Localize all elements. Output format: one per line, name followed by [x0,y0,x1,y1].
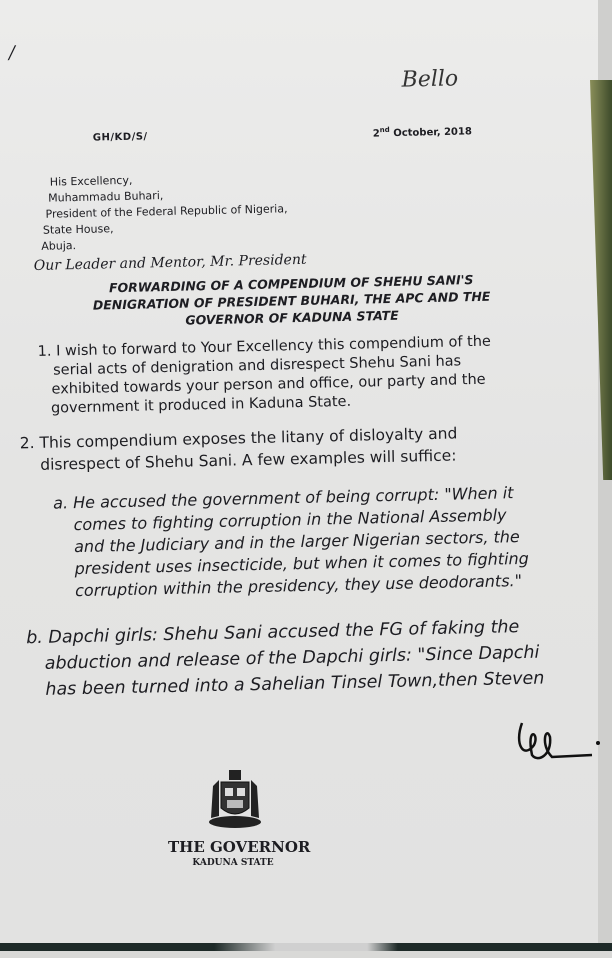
paragraph-2a-line: and the Judiciary and in the larger Nigerian sectors, the [73,527,520,557]
paragraph-1-line: exhibited towards your person and office, our party and the [51,371,486,398]
subject-line: FORWARDING OF A COMPENDIUM OF SHEHU SANI'S [108,272,474,296]
address-line: President of the Federal Republic of Nigeria, [45,202,288,221]
date-day: 2 [372,128,380,140]
paragraph-2-line: disrespect of Shehu Sani. A few examples will suffice: [40,446,457,474]
subject-line: DENIGRATION OF PRESIDENT BUHARI, THE APC AND THE [92,288,491,313]
coat-of-arms-icon [205,768,265,830]
address-line: His Excellency, [49,173,133,189]
signature-mark [512,715,607,765]
letter-date [373,124,472,140]
paragraph-2b-line: has been turned into a Sahelian Tinsel Town,then Steven [45,668,545,700]
address-line: Muhammadu Buhari, [48,189,164,205]
subject-line: GOVERNOR OF KADUNA STATE [185,307,399,328]
paragraph-1-line: serial acts of denigration and disrespect Shehu Sani has [52,353,462,379]
paragraph-2b-line: b. Dapchi girls: Shehu Sani accused the FG of faking the [25,617,520,649]
paragraph-1-line: government it produced in Kaduna State. [50,393,352,417]
address-line: Abuja. [41,239,77,253]
date-suffix: nd [379,125,390,135]
address-line: State House, [42,222,114,237]
paragraph-2a-line: corruption within the presidency, they use deodorants." [74,570,523,601]
footer-title: THE GOVERNOR [168,838,311,856]
bottom-edge [0,943,612,951]
paragraph-2b-line: abduction and release of the Dapchi girls: "Since Dapchi [44,642,540,674]
paragraph-2a-line: a. He accused the government of being corrupt: "When it [52,483,514,513]
date-rest: October, 2018 [389,126,472,140]
initials-mark: Bello [401,66,459,93]
handwritten-salutation: Our Leader and Mentor, Mr. President [33,251,307,274]
paragraph-2a-line: president uses insecticide, but when it comes to fighting [74,548,530,579]
footer-subtitle: KADUNA STATE [192,858,274,868]
reference-number: GH/KD/S/ [92,131,148,144]
paragraph-2a-line: comes to fighting corruption in the National Assembly [73,505,507,535]
paragraph-1-line: 1. I wish to forward to Your Excellency this compendium of the [37,333,492,360]
paragraph-2-line: 2. This compendium exposes the litany of disloyalty and [19,424,458,453]
margin-mark: / [8,42,16,64]
